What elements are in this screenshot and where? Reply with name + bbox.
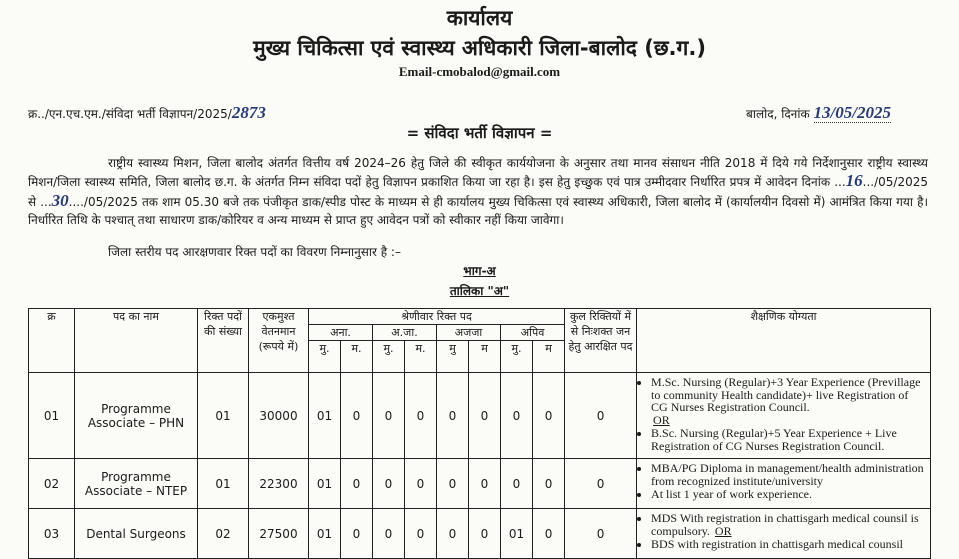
cell-post-name: Dental Surgeons: [75, 509, 198, 559]
header-group-sc: अ.जा.: [373, 325, 437, 341]
cell-category: 0: [341, 373, 373, 459]
cell-vacant: 01: [198, 459, 249, 509]
paragraph-text-3: ..../05/2025 तक शाम 05.30 बजे तक पंजीकृत डाक/स्पीड पोस्ट के माध्यम से ही कार्यालय मुख्य चिकित्सा एवं स्वास्थ्य अधिकारी, जिला बालोद में (कार्यालयीन दिवसो में) आमंत्रित किया गया है। निर्धारित तिथि के पश्चात् तथा साधारण डाक/कोरियर व अन्य माध्यम से प्राप्त हुए आवेदन पत्रों को स्वीकार नहीं किया जावेगा।: [28, 194, 928, 227]
cell-category: 0: [405, 509, 437, 559]
qualification-item: [651, 512, 926, 537]
qualification-or: OR: [714, 523, 732, 538]
header-sub-male: मु: [437, 341, 469, 373]
cell-serial: 01: [29, 373, 75, 459]
cell-category: 0: [469, 373, 501, 459]
date-label: बालोद, दिनांक: [746, 107, 810, 121]
header-group-st: अजजा: [437, 325, 501, 341]
cell-pay: 30000: [249, 373, 309, 459]
header-sub-male: मु.: [373, 341, 405, 373]
qualification-text: M.Sc. Nursing (Regular)+3 Year Experience (Previllage to community Health candidate)+ live Registration of CG Nurses Registration Council.: [651, 375, 921, 414]
header-post-name: पद का नाम: [75, 309, 198, 373]
header-serial: क्र: [29, 309, 75, 373]
qualification-item: • At list 1 year of work experience.: [651, 488, 926, 501]
office-heading: कार्यालय: [446, 6, 513, 30]
cell-category: 0: [373, 373, 405, 459]
paragraph-text-1: राष्ट्रीय स्वास्थ्य मिशन, जिला बालोद अंतर्गत वित्तीय वर्ष 2024–26 हेतु जिले की स्वीकृत कार्ययोजना के अनुसार तथा मानव संसाधन नीति 2018 में दिये गये निर्देशानुसार राष्ट्रीय स्वास्थ्य मिशन/जिला स्वास्थ्य समिति, जिला बालोद छ.ग. के अंतर्गत निम्न संविदा पदों हेतु विज्ञापन प्रकाशित किया जा रहा है। इस हेतु इच्छुक एवं पात्र उम्मीदवार निर्धारित प्रपत्र में आवेदन दिनांक ...: [28, 156, 928, 190]
cell-vacant: 01: [198, 373, 249, 459]
reference-number: [28, 103, 266, 123]
part-label: भाग-अ: [463, 264, 496, 278]
cell-category: 0: [437, 459, 469, 509]
cell-category: 0: [533, 373, 565, 459]
header-qualification: शैक्षणिक योग्यता: [637, 309, 931, 373]
cell-category: 0: [405, 459, 437, 509]
vacancy-table: [28, 308, 931, 559]
qualification-item: • MBA/PG Diploma in management/health administration from recognized institute/university: [651, 462, 926, 487]
cell-qualification: [637, 373, 931, 459]
cell-disabled: 0: [565, 509, 637, 559]
cell-category: 0: [341, 459, 373, 509]
office-email: Email-cmobalod@gmail.com: [398, 64, 561, 79]
cell-post-name: Programme Associate – PHN: [75, 373, 198, 459]
cell-disabled: 0: [565, 459, 637, 509]
header-group-general: अना.: [309, 325, 373, 341]
to-day-handwritten: 30: [51, 190, 69, 210]
header-sub-female: म: [533, 341, 565, 373]
cell-pay: 22300: [249, 459, 309, 509]
qualification-item: • B.Sc. Nursing (Regular)+5 Year Experience + Live Registration of CG Nurses Registration Council.: [651, 427, 926, 452]
table-row: [29, 509, 931, 559]
header-sub-male: मु.: [501, 341, 533, 373]
date-handwritten-value: 13/05/2025: [813, 103, 891, 122]
table-row: [29, 459, 931, 509]
cell-pay: 27500: [249, 509, 309, 559]
cell-disabled: 0: [565, 373, 637, 459]
cell-category: 0: [405, 373, 437, 459]
office-title: मुख्य चिकित्सा एवं स्वास्थ्य अधिकारी जिला-बालोद (छ.ग.): [253, 36, 706, 60]
qualification-item: [651, 376, 926, 426]
cell-category: 0: [533, 459, 565, 509]
header-category-vacancies: श्रेणीवार रिक्त पद: [309, 309, 565, 325]
table-label: तालिका "अ": [449, 284, 510, 298]
cell-category: 0: [373, 509, 405, 559]
cell-vacant: 02: [198, 509, 249, 559]
paragraph-text-2: .../05/2025 से ...: [28, 175, 928, 209]
cell-category: 0: [437, 373, 469, 459]
cell-qualification: [637, 459, 931, 509]
cell-qualification: [637, 509, 931, 559]
qualification-text: MDS With registration in chattisgarh medical counsil is compulsory.: [651, 511, 919, 538]
cell-post-name: Programme Associate – NTEP: [75, 459, 198, 509]
table-row: [29, 373, 931, 459]
cell-category: 01: [309, 509, 341, 559]
from-day-handwritten: 16: [845, 171, 863, 191]
subject-heading: = संविदा भर्ती विज्ञापन =: [406, 124, 553, 142]
header-sub-female: म.: [405, 341, 437, 373]
vacancy-intro-text: जिला स्तरीय पद आरक्षणवार रिक्त पदों का विवरण निम्नानुसार है :–: [108, 245, 401, 259]
cell-serial: 02: [29, 459, 75, 509]
cell-category: 0: [437, 509, 469, 559]
cell-category: 0: [501, 373, 533, 459]
cell-category: 0: [341, 509, 373, 559]
reference-handwritten-number: 2873: [231, 103, 266, 122]
header-disabled-reserved: कुल रिक्तियों में से निःशक्त जन हेतु आरक्षित पद: [565, 309, 637, 373]
cell-category: 0: [469, 509, 501, 559]
cell-serial: 03: [29, 509, 75, 559]
cell-category: 0: [469, 459, 501, 509]
header-group-obc: अपिव: [501, 325, 565, 341]
cell-category: 01: [501, 509, 533, 559]
header-sub-female: म.: [341, 341, 373, 373]
header-pay-scale: एकमुश्त वेतनमान (रूपये में): [249, 309, 309, 373]
qualification-item: • BDS with registration in chattisgarh medical counsil: [651, 538, 926, 551]
cell-category: 0: [533, 509, 565, 559]
header-sub-male: मु.: [309, 341, 341, 373]
advertisement-paragraph: [28, 154, 928, 229]
header-sub-female: म: [469, 341, 501, 373]
header-vacant-posts: रिक्त पदों की संख्या: [198, 309, 249, 373]
cell-category: 01: [309, 459, 341, 509]
reference-prefix: क्र../एन.एच.एम./संविदा भर्ती विज्ञापन/2025/: [28, 107, 232, 121]
cell-category: 01: [309, 373, 341, 459]
cell-category: 0: [501, 459, 533, 509]
qualification-or: OR: [653, 412, 670, 427]
cell-category: 0: [373, 459, 405, 509]
issue-date: [746, 103, 891, 123]
